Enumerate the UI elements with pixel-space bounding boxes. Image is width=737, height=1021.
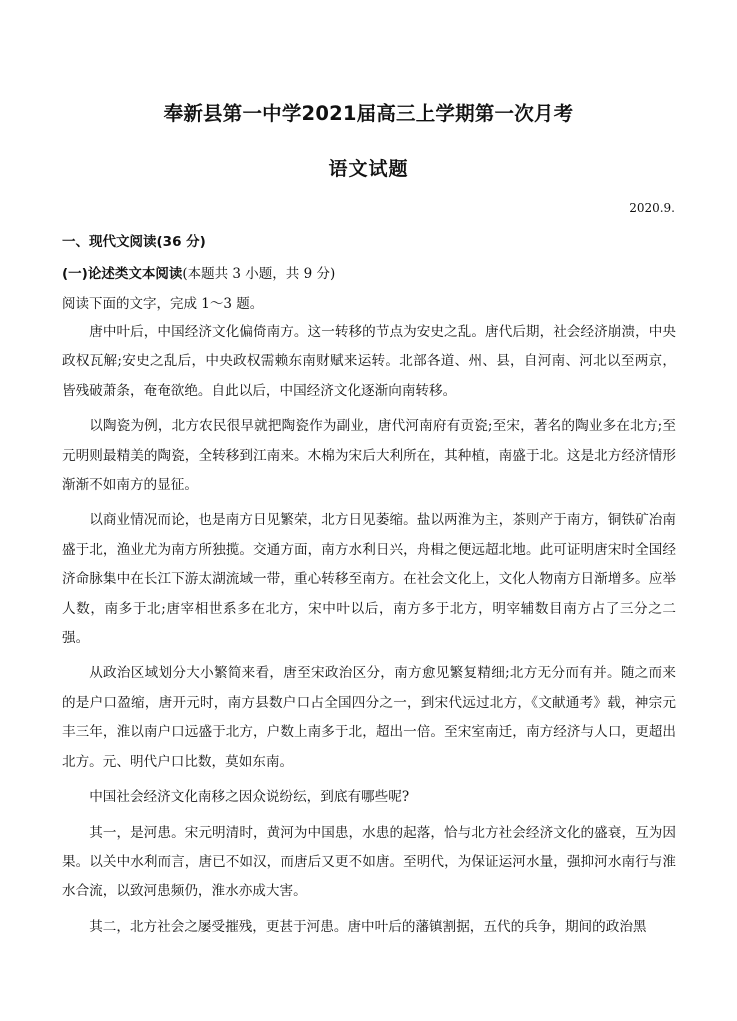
exam-subtitle: 语文试题	[328, 158, 409, 180]
subsection-note: (本题共 3 小题，共 9 分)	[182, 266, 336, 282]
passage-paragraph: 唐中叶后，中国经济文化偏倚南方。这一转移的节点为安史之乱。唐代后期，社会经济崩溃，中央政权瓦解;安史之乱后，中央政权需赖东南财赋来运转。北部各道、州、县，自河南、河北以至两京，皆残破萧条，奄奄欲绝。自此以后，中国经济文化逐渐向南转移。	[62, 324, 676, 399]
passage-paragraph: 以商业情况而论，也是南方日见繁荣，北方日见萎缩。盐以两淮为主，茶则产于南方，铜铁矿冶南盛于北，渔业尤为南方所独揽。交通方面，南方水利日兴，舟楫之便远超北地。此可证明唐宋时全国经济命脉集中在长江下游太湖流域一带，重心转移至南方。在社会文化上，文化人物南方日渐增多。应举人数，南多于北;唐宰相世系多在北方，宋中叶以后，南方多于北方，明宰辅数目南方占了三分之二强。	[62, 512, 676, 647]
exam-date: 2020.9.	[629, 201, 675, 215]
passage-paragraph: 以陶瓷为例，北方农民很早就把陶瓷作为副业，唐代河南府有贡瓷;至宋，著名的陶业多在北方;至元明则最精美的陶瓷，全转移到江南来。木棉为宋后大利所在，其种植，南盛于北。这是北方经济情形渐渐不如南方的显征。	[62, 418, 676, 494]
reading-passage	[62, 318, 676, 948]
passage-paragraph: 从政治区域划分大小繁简来看，唐至宋政治区分，南方愈见繁复精细;北方无分而有并。随之而来的是户口盈缩，唐开元时，南方县数户口占全国四分之一，到宋代远过北方，《文献通考》载，神宗元丰三年，淮以南户口远盛于北方，户数上南多于北，超出一倍。至宋室南迁，南方经济与人口，更超出北方。元、明代户口比数，莫如东南。	[62, 665, 676, 770]
passage-paragraph: 其二，北方社会之屡受摧残，更甚于河患。唐中叶后的藩镇割据，五代的兵争，期间的政治黑	[89, 918, 647, 935]
section-heading-part1: 一、现代文阅读(36 分)	[62, 234, 206, 250]
passage-paragraph: 其一，是河患。宋元明清时，黄河为中国患，水患的起落，恰与北方社会经济文化的盛衰，互为因果。以关中水利而言，唐已不如汉，而唐后又更不如唐。至明代，为保证运河水量，强抑河水南行与淮水合流，以致河患频仍，淮水亦成大害。	[62, 824, 676, 900]
reading-instruction: 阅读下面的文字，完成 1～3 题。	[62, 296, 264, 312]
exam-title: 奉新县第一中学2021届高三上学期第一次月考	[163, 102, 574, 125]
section-heading-part1-sub	[62, 262, 335, 282]
passage-paragraph: 中国社会经济文化南移之因众说纷纭，到底有哪些呢?	[89, 789, 410, 806]
subsection-label: (一)论述类文本阅读	[62, 266, 183, 282]
